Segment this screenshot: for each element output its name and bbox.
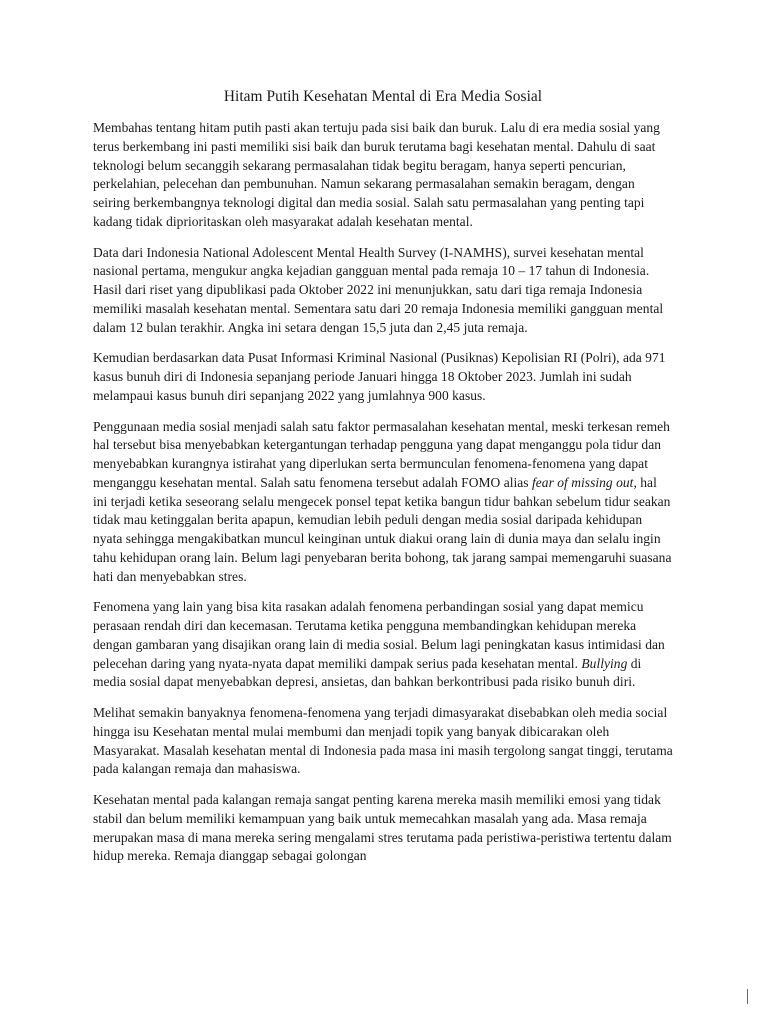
paragraph-7: Kesehatan mental pada kalangan remaja sangat penting karena mereka masih memiliki emosi yang tidak stabil dan belum memiliki kemampuan yang baik untuk memecahkan masalah yang ada. Masa remaja merupakan masa di mana mereka sering mengalami stres terutama pada peristiwa-peristiwa tertentu dalam hidup mereka. Remaja dianggap sebagai golongan [93, 792, 672, 864]
paragraph-4-text-b: , hal ini terjadi ketika seseorang selalu mengecek ponsel tepat ketika bangun tidur bahkan sebelum tidur seakan tidak mau ketinggalan berita apapun, kemudian lebih peduli dengan media sosial daripada kehidupan nyata sehingga mengakibatkan muncul keinginan untuk diakui orang lain di dunia maya dan selalu ingin tahu kehidupan orang lain. Belum lagi penyebaran berita bohong, tak jarang sampai memengaruhi suasana hati dan menyebabkan stres. [93, 474, 672, 584]
paragraph-2: Data dari Indonesia National Adolescent Mental Health Survey (I-NAMHS), survei kesehatan mental nasional pertama, mengukur angka kejadian gangguan mental pada remaja 10 – 17 tahun di Indonesia. Hasil dari riset yang dipublikasi pada Oktober 2022 ini menunjukkan, satu dari tiga remaja Indonesia memiliki masalah kesehatan mental. Sementara satu dari 20 remaja Indonesia memiliki gangguan mental dalam 12 bulan terakhir. Angka ini setara dengan 15,5 juta dan 2,45 juta remaja. [93, 244, 664, 335]
paragraph-5-italic-term: Bullying [581, 655, 628, 671]
document-page [93, 86, 673, 878]
paragraph-4-italic-term: fear of missing out [532, 474, 634, 490]
paragraph-5 [93, 598, 673, 692]
paragraph-3: Kemudian berdasarkan data Pusat Informasi Kriminal Nasional (Pusiknas) Kepolisian RI (Polri), ada 971 kasus bunuh diri di Indonesia sepanjang periode Januari hingga 18 Oktober 2023. Jumlah ini sudah melampaui kasus bunuh diri sepanjang 2022 yang jumlahnya 900 kasus. [93, 350, 666, 403]
paragraph-6: Melihat semakin banyaknya fenomena-fenomena yang terjadi dimasyarakat disebabkan oleh media social hingga isu Kesehatan mental mulai membumi dan menjadi topik yang banyak dibicarakan oleh Masyarakat. Masalah kesehatan mental di Indonesia pada masa ini masih tergolong sangat tinggi, terutama pada kalangan remaja dan mahasiswa. [93, 705, 673, 777]
paragraph-5-text-a: Fenomena yang lain yang bisa kita rasakan adalah fenomena perbandingan sosial yang dapat memicu perasaan rendah diri dan kecemasan. Terutama ketika pengguna membandingkan kehidupan mereka dengan gambaran yang disajikan orang lain di media sosial. Belum lagi peningkatan kasus intimidasi dan pelecehan daring yang nyata-nyata dapat memiliki dampak serius pada kesehatan mental. [93, 599, 665, 671]
paragraph-4 [93, 418, 673, 587]
text-cursor-mark [747, 989, 748, 1004]
paragraph-5-text-b: di media sosial dapat menyebabkan depresi, ansietas, dan bahkan berkontribusi pada risiko bunuh diri. [93, 655, 642, 690]
paragraph-1: Membahas tentang hitam putih pasti akan tertuju pada sisi baik dan buruk. Lalu di era media sosial yang terus berkembang ini pasti memiliki sisi baik dan buruk terutama bagi kesehatan mental. Dahulu di saat teknologi belum secanggih sekarang permasalahan tidak begitu beragam, hanya seperti pencurian, perkelahian, pelecehan dan pembunuhan. Namun sekarang permasalahan semakin beragam, dengan seiring berkembangnya teknologi digital dan media sosial. Salah satu permasalahan yang penting tapi kadang tidak diprioritaskan oleh masyarakat adalah kesehatan mental. [93, 120, 660, 229]
document-title: Hitam Putih Kesehatan Mental di Era Media Sosial [223, 88, 543, 105]
paragraph-4-text-a: Penggunaan media sosial menjadi salah satu faktor permasalahan kesehatan mental, meski terkesan remeh hal tersebut bisa menyebabkan ketergantungan terhadap pengguna yang dapat menganggu pola tidur dan menyebabkan kurangnya istirahat yang diperlukan serta bermunculan fenomena-fenomena yang dapat menganggu kesehatan mental. Salah satu fenomena tersebut adalah FOMO alias [93, 418, 670, 490]
